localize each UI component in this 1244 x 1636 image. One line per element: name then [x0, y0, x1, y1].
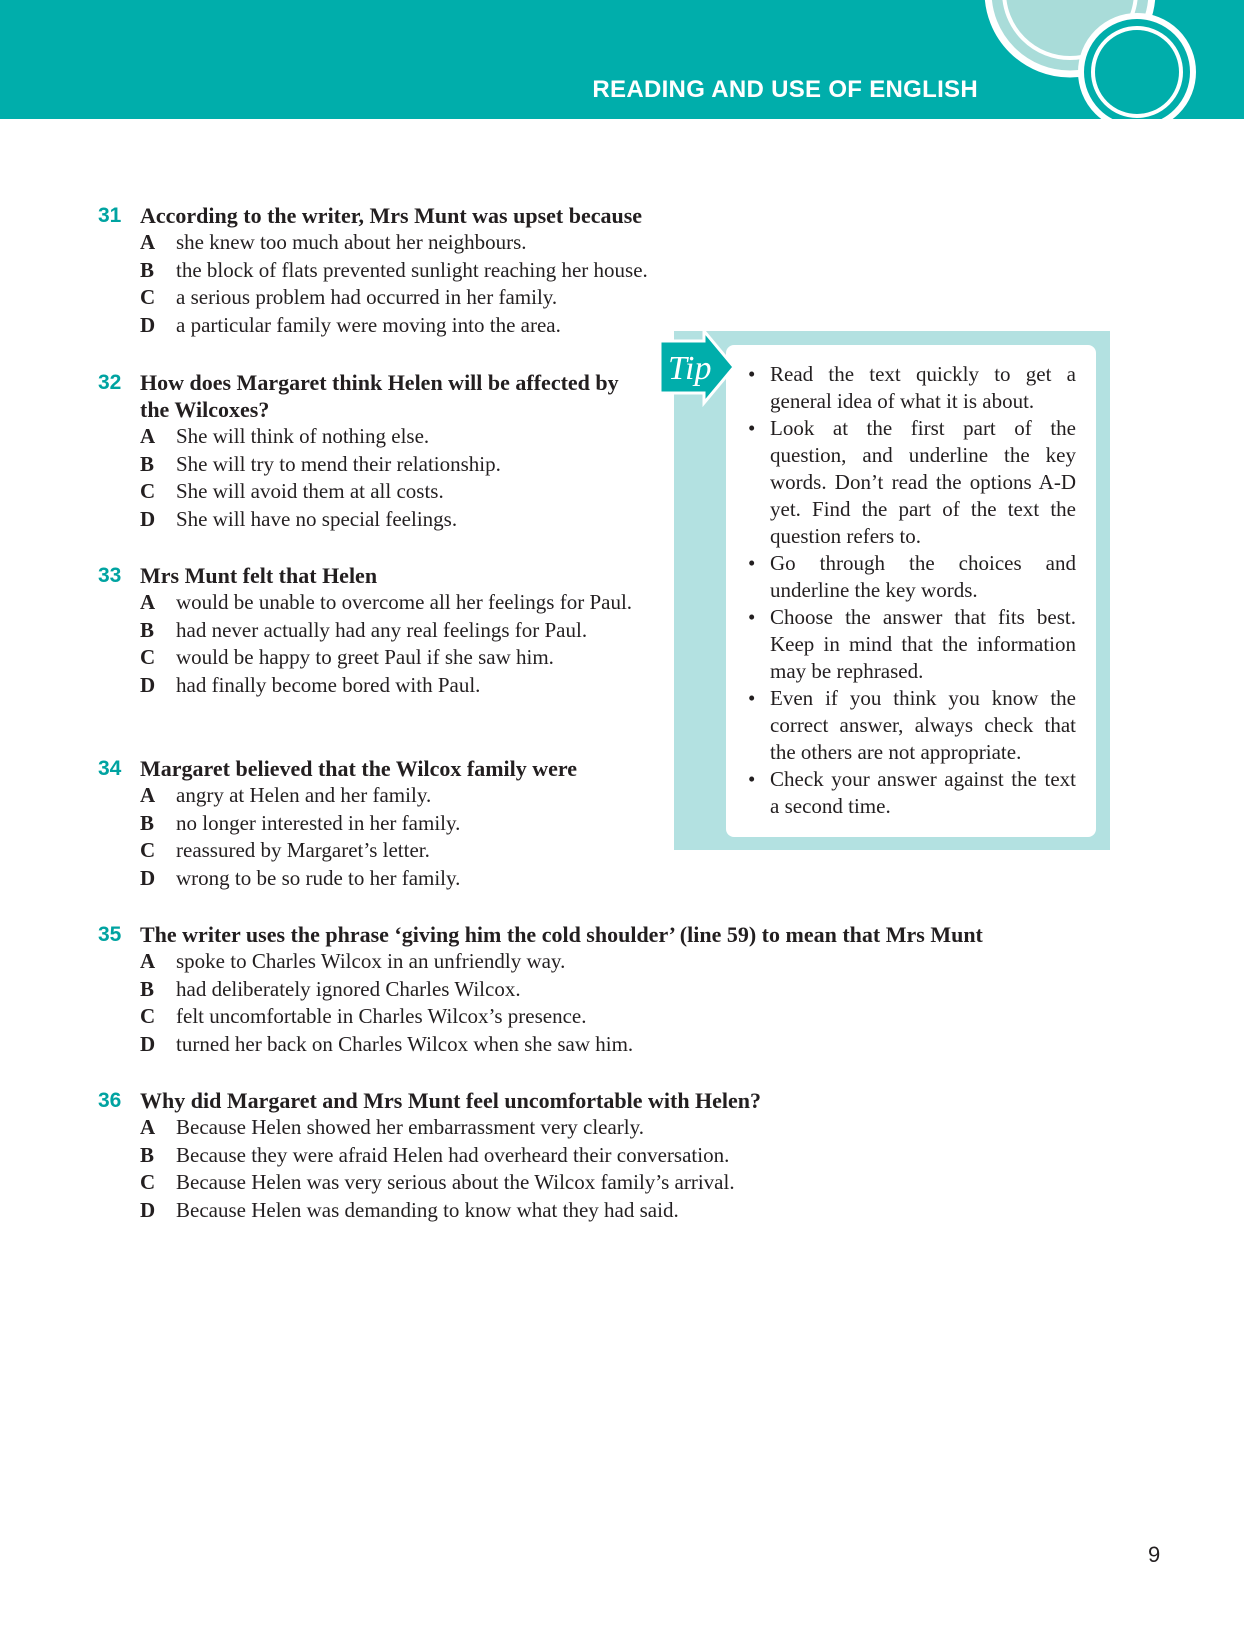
question-number: 33: [98, 564, 122, 587]
question-stem: Mrs Munt felt that Helen: [140, 563, 378, 588]
page-number: 9: [1148, 1542, 1161, 1567]
option-d: D a particular family were moving into the area.: [140, 312, 561, 337]
option-d: D had finally become bored with Paul.: [140, 672, 481, 697]
section-title: READING AND USE OF ENGLISH: [592, 76, 978, 103]
question-stem: According to the writer, Mrs Munt was upset because: [140, 203, 643, 228]
option-b: B no longer interested in her family.: [140, 810, 461, 835]
tip-item: • Look at the first part of the question, and underline the key words. Don’t read the options A-D yet. Find the part of the text the question refers to.: [746, 415, 1076, 550]
option-b: B Because they were afraid Helen had overheard their conversation.: [140, 1142, 730, 1167]
question-stem: How does Margaret think Helen will be affected by the Wilcoxes?: [140, 370, 619, 422]
question-stem: The writer uses the phrase ‘giving him the cold shoulder’ (line 59) to mean that Mrs Munt: [140, 922, 983, 947]
question-number: 34: [98, 757, 122, 780]
option-d: D wrong to be so rude to her family.: [140, 865, 461, 890]
question-35: [98, 921, 1098, 1058]
decorative-circles-icon: [980, 0, 1244, 119]
option-c: C Because Helen was very serious about the Wilcox family’s arrival.: [140, 1170, 735, 1194]
question-number: 36: [98, 1089, 122, 1112]
option-c: C reassured by Margaret’s letter.: [140, 838, 430, 862]
option-c: C felt uncomfortable in Charles Wilcox’s presence.: [140, 1004, 587, 1028]
option-d: D turned her back on Charles Wilcox when she saw him.: [140, 1031, 634, 1056]
question-number: 35: [98, 923, 122, 946]
tip-content: [726, 345, 1096, 837]
tip-item: • Even if you think you know the correct answer, always check that the others are not appropriate.: [746, 685, 1076, 766]
tip-arrow-icon: [660, 331, 734, 411]
option-a: A would be unable to overcome all her feelings for Paul.: [140, 590, 633, 614]
option-c: C a serious problem had occurred in her family.: [140, 285, 558, 309]
question-number: 32: [98, 371, 122, 394]
tip-item: • Read the text quickly to get a general idea of what it is about.: [746, 361, 1076, 415]
question-32: [98, 369, 638, 533]
header-banner: [0, 0, 1244, 119]
option-a: A She will think of nothing else.: [140, 424, 430, 448]
tip-list: [726, 345, 1096, 820]
question-31: [98, 202, 1098, 339]
question-stem: Why did Margaret and Mrs Munt feel uncomfortable with Helen?: [140, 1088, 762, 1113]
option-a: A Because Helen showed her embarrassment very clearly.: [140, 1115, 645, 1139]
tip-item: • Check your answer against the text a second time.: [746, 766, 1076, 820]
option-b: B had never actually had any real feelings for Paul.: [140, 617, 588, 642]
option-a: A she knew too much about her neighbours.: [140, 230, 527, 254]
option-b: B had deliberately ignored Charles Wilcox.: [140, 976, 521, 1001]
option-b: B the block of flats prevented sunlight reaching her house.: [140, 257, 648, 282]
option-b: B She will try to mend their relationship.: [140, 451, 501, 476]
option-d: D Because Helen was demanding to know what they had said.: [140, 1197, 679, 1222]
question-stem: Margaret believed that the Wilcox family were: [140, 756, 578, 781]
tip-label: Tip: [668, 350, 712, 387]
tip-panel: [674, 331, 1110, 850]
option-c: C She will avoid them at all costs.: [140, 479, 444, 503]
question-36: [98, 1087, 1098, 1224]
option-d: D She will have no special feelings.: [140, 506, 458, 531]
option-a: A angry at Helen and her family.: [140, 783, 432, 807]
tip-item: • Choose the answer that fits best. Keep in mind that the information may be rephrased.: [746, 604, 1076, 685]
question-34: [98, 755, 638, 892]
question-number: 31: [98, 204, 122, 227]
question-33: [98, 562, 638, 699]
option-c: C would be happy to greet Paul if she saw him.: [140, 645, 554, 669]
tip-item: • Go through the choices and underline the key words.: [746, 550, 1076, 604]
option-a: A spoke to Charles Wilcox in an unfriendly way.: [140, 949, 566, 973]
